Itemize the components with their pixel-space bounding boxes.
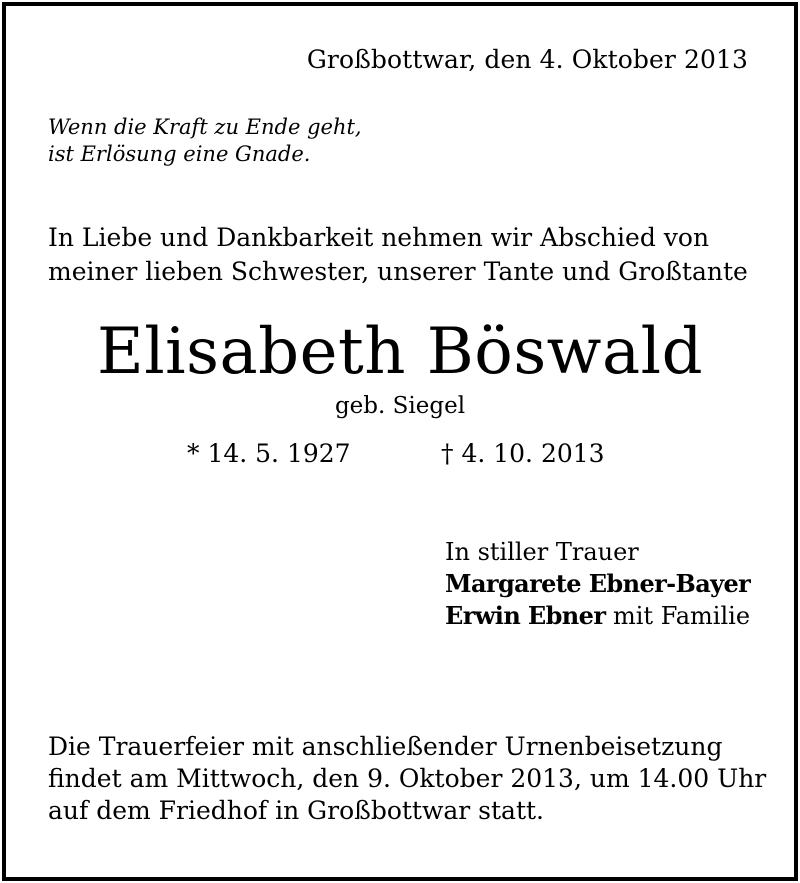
intro-text	[48, 221, 748, 289]
maiden-name: geb. Siegel	[334, 393, 466, 419]
death-date: † 4. 10. 2013	[441, 439, 605, 468]
funeral-line-2: findet am Mittwoch, den 9. Oktober 2013, um 14.00 Uhr	[48, 764, 767, 793]
funeral-line-1: Die Trauerfeier mit anschließender Urnenbeisetzung	[48, 732, 723, 761]
place-date: Großbottwar, den 4. Oktober 2013	[306, 45, 748, 74]
mourners-block	[445, 536, 750, 632]
mourner-2-suffix: mit Familie	[613, 602, 751, 630]
motto-quote	[48, 114, 362, 168]
mourner-2-line	[445, 600, 750, 632]
motto-line-1: Wenn die Kraft zu Ende geht,	[48, 115, 362, 139]
intro-line-2: meiner lieben Schwester, unserer Tante und Großtante	[48, 257, 748, 286]
mourner-2: Erwin Ebner	[445, 601, 606, 630]
intro-line-1: In Liebe und Dankbarkeit nehmen wir Abschied von	[48, 223, 710, 252]
mourner-1: Margarete Ebner-Bayer	[445, 569, 751, 598]
mourners-heading: In stiller Trauer	[445, 538, 639, 566]
funeral-line-3: auf dem Friedhof in Großbottwar statt.	[48, 796, 544, 825]
funeral-info	[48, 731, 766, 827]
motto-line-2: ist Erlösung eine Gnade.	[48, 142, 311, 166]
birth-date: * 14. 5. 1927	[187, 439, 351, 468]
deceased-name: Elisabeth Böswald	[96, 315, 704, 389]
